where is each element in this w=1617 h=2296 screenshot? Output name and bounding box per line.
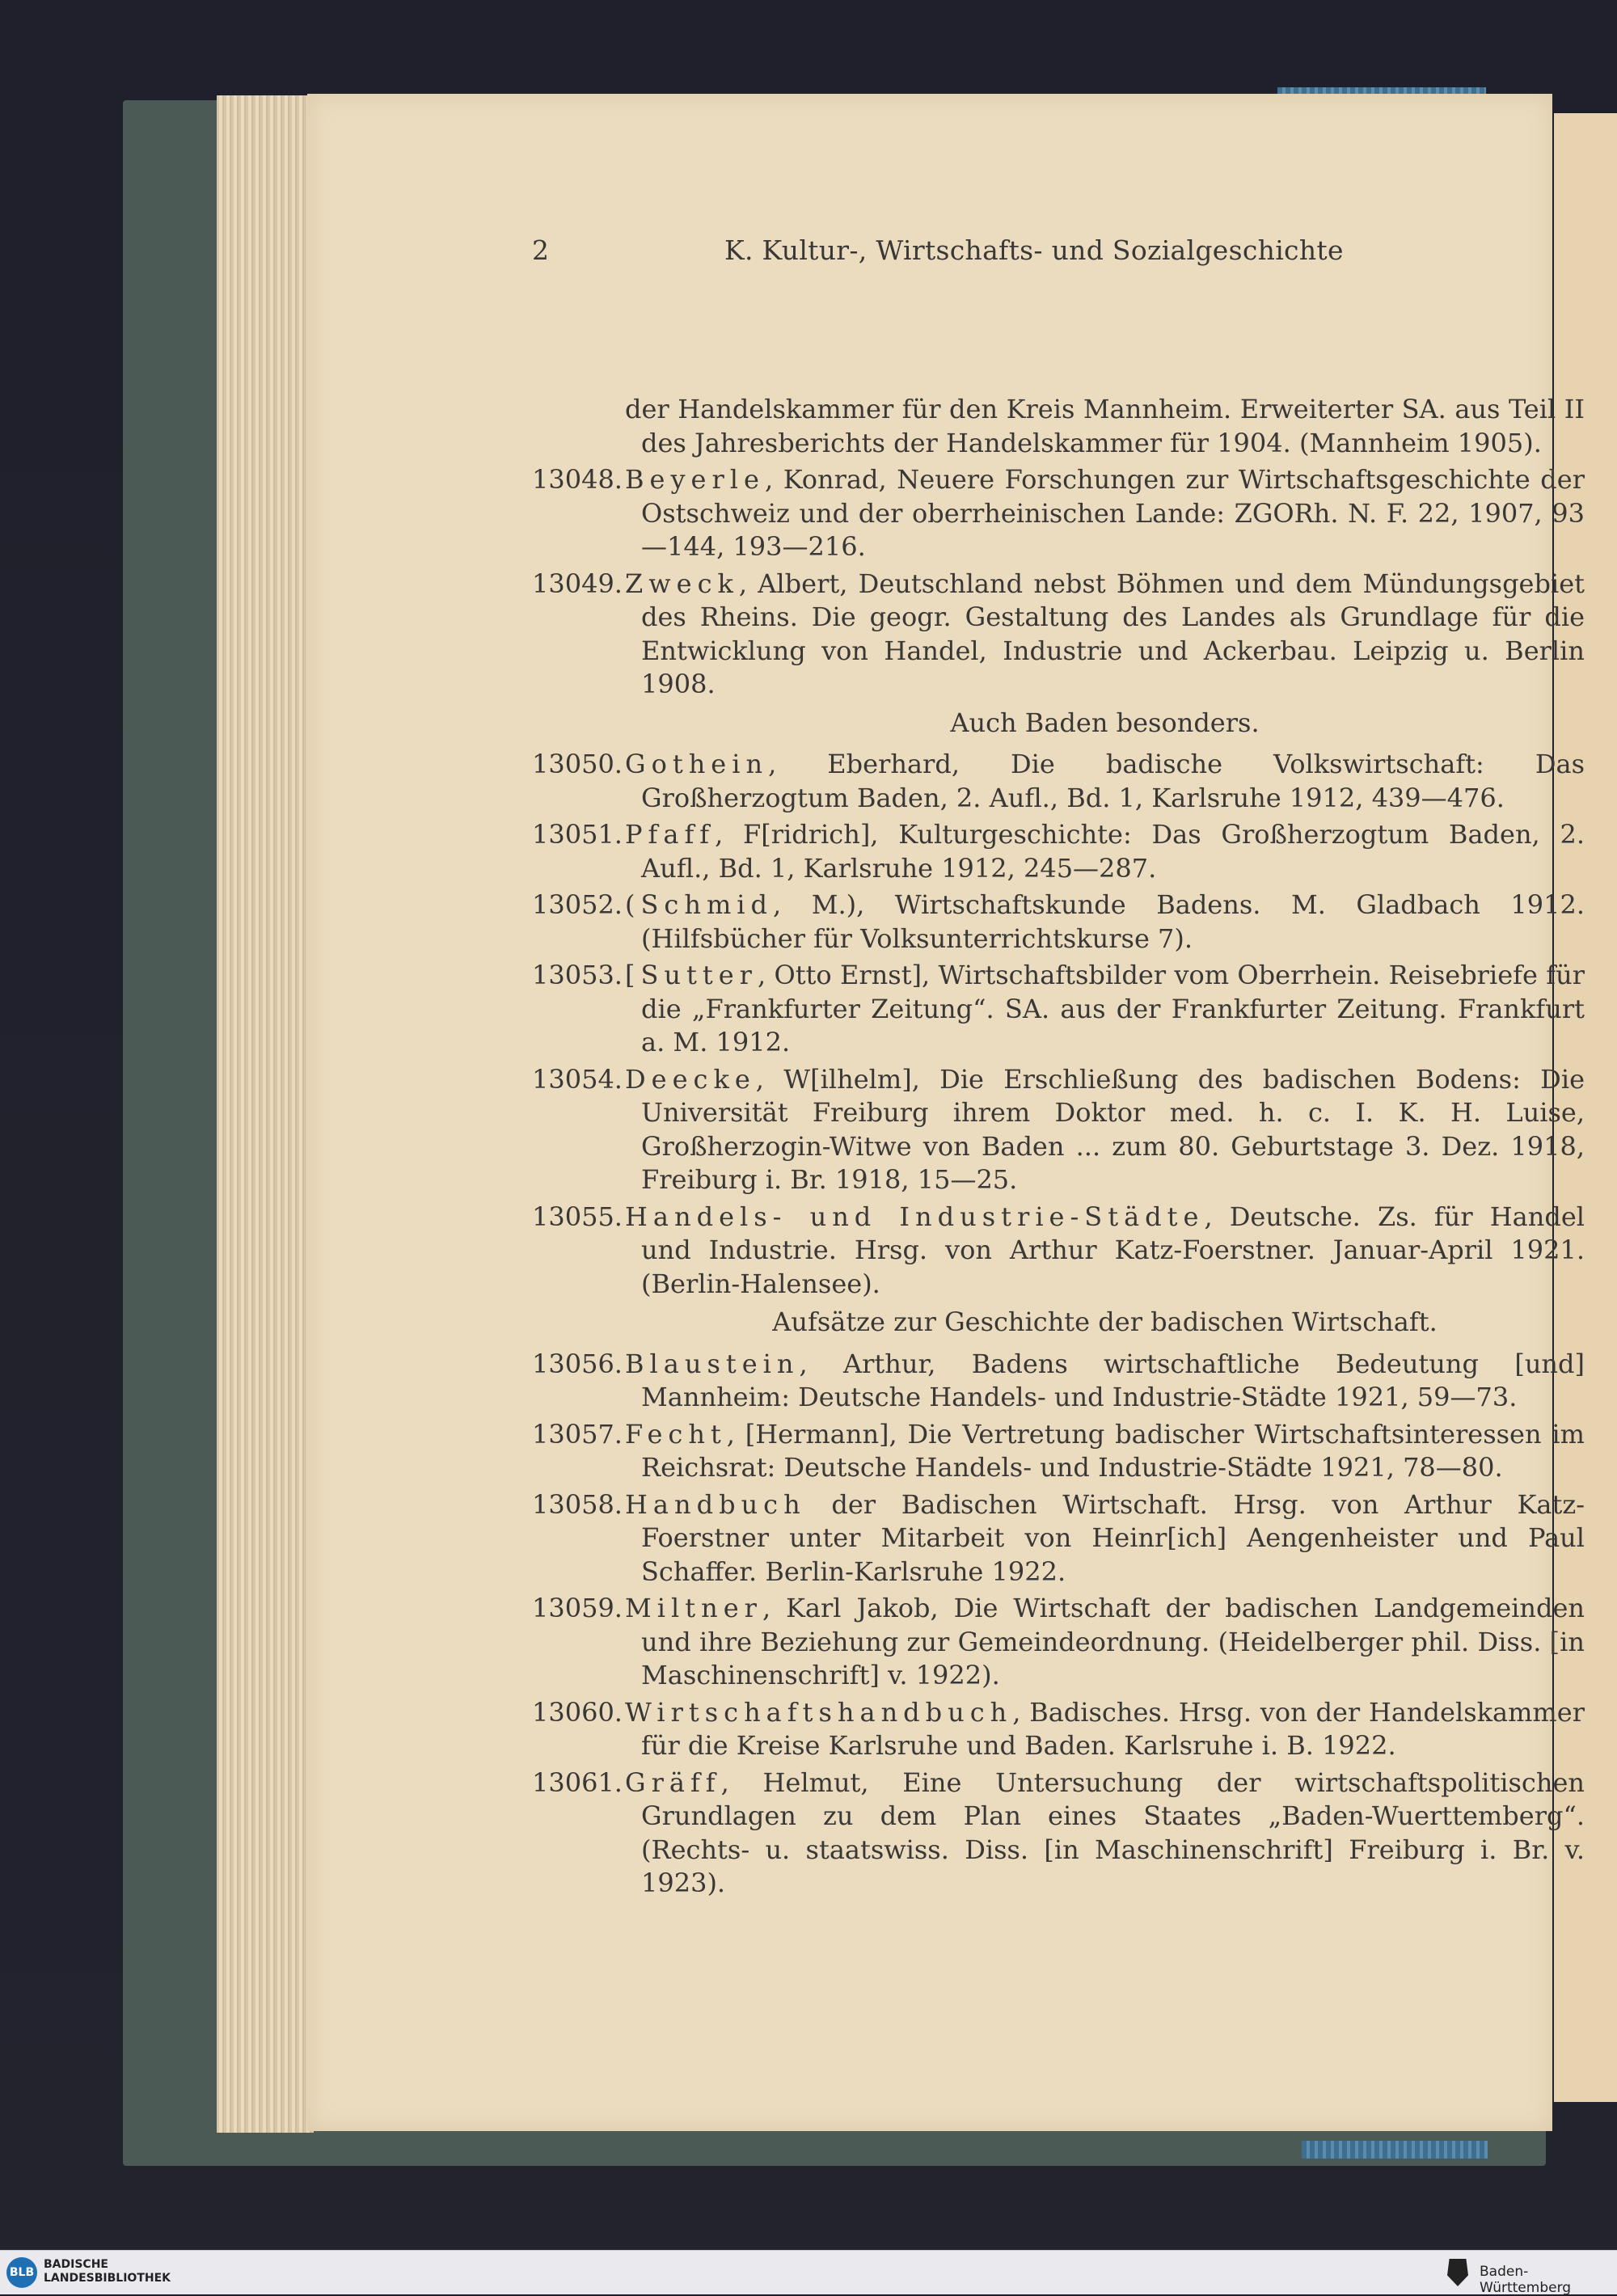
entry-number: 13059. bbox=[532, 1593, 623, 1623]
entry-number bbox=[532, 393, 625, 460]
bibliography-entry bbox=[532, 959, 1585, 1060]
blb-logo-icon[interactable]: BLB bbox=[6, 2257, 37, 2288]
entry-number: 13061. bbox=[532, 1766, 623, 1798]
entry-group-3 bbox=[532, 1348, 1585, 1901]
entry-text bbox=[625, 1592, 1585, 1693]
entry-author: Gothein bbox=[625, 749, 769, 779]
entry-citation: , Deutsche. Zs. für Handel und Industrie. Hrsg. von Arthur Katz-Foerstner. Januar-April 1921. (Berlin-Halensee). bbox=[641, 1201, 1585, 1299]
entry-author: Gräff bbox=[625, 1766, 721, 1798]
bw-crest-icon bbox=[1447, 2259, 1468, 2286]
entry-text bbox=[625, 959, 1585, 1060]
bibliography-entry bbox=[532, 1063, 1585, 1197]
state-name[interactable]: Baden-Württemberg bbox=[1480, 2264, 1572, 2296]
entry-number: 13050. bbox=[532, 749, 623, 779]
bibliography-entry bbox=[532, 818, 1585, 885]
entry-text bbox=[625, 1766, 1585, 1901]
entry-author: Fecht bbox=[625, 1418, 727, 1450]
entry-number: 13056. bbox=[532, 1348, 623, 1379]
entry-author: Miltner bbox=[625, 1593, 762, 1623]
entry-number: 13051. bbox=[532, 819, 623, 850]
entry-citation: , Helmut, Eine Untersuchung der wirtschaftspolitischen Grundlagen zu dem Plan eines Staates „Baden-Wuerttemberg“. (Rechts- u. staatswiss. Diss. [in Maschinenschrift] Freiburg i. Br. v. 1923). bbox=[641, 1766, 1585, 1898]
entry-number: 13060. bbox=[532, 1696, 623, 1728]
bibliography-entry bbox=[532, 1592, 1585, 1693]
entry-number: 13049. bbox=[532, 568, 623, 599]
entry-text bbox=[625, 393, 1585, 460]
entry-text bbox=[625, 463, 1585, 564]
entry-citation: , Eberhard, Die badische Volkswirtschaft: Das Großherzogtum Baden, 2. Aufl., Bd. 1, Karlsruhe 1912, 439—476. bbox=[641, 749, 1585, 813]
entry-author: (Schmid bbox=[625, 889, 773, 920]
entry-author: Handbuch bbox=[625, 1488, 806, 1520]
entry-citation: der Badischen Wirtschaft. Hrsg. von Arthur Katz-Foerstner unter Mitarbeit von Heinr[ich] Aengenheister und Paul Schaffer. Berlin-Karlsruhe 1922. bbox=[641, 1488, 1585, 1587]
bibliography-entry bbox=[532, 1348, 1585, 1415]
entry-text bbox=[625, 1696, 1585, 1763]
entry-text bbox=[625, 1488, 1585, 1589]
entry-citation: , Konrad, Neuere Forschungen zur Wirtschaftsgeschichte der Ostschweiz und der oberrheinischen Lande: ZGORh. N. F. 22, 1907, 93—144, 193—216. bbox=[641, 464, 1585, 562]
library-name-line2: LANDESBIBLIOTHEK bbox=[44, 2272, 171, 2285]
entry-citation: , F[ridrich], Kulturgeschichte: Das Großherzogtum Baden, 2. Aufl., Bd. 1, Karlsruhe 1912, 245—287. bbox=[641, 819, 1585, 884]
entry-number: 13054. bbox=[532, 1063, 623, 1095]
viewer-footer bbox=[0, 2250, 1617, 2294]
entry-citation: , Karl Jakob, Die Wirtschaft der badischen Landgemeinden und ihre Beziehung zur Gemeindeordnung. (Heidelberger phil. Diss. [in Maschinenschrift] v. 1922). bbox=[641, 1593, 1585, 1690]
entry-text bbox=[625, 818, 1585, 885]
entry-number: 13052. bbox=[532, 889, 623, 920]
entry-citation: , [Hermann], Die Vertretung badischer Wirtschaftsinteressen im Reichsrat: Deutsche Handels- und Industrie-Städte 1921, 78—80. bbox=[641, 1418, 1585, 1483]
entry-text bbox=[625, 888, 1585, 956]
entry-number: 13058. bbox=[532, 1488, 623, 1520]
entry-author: Zweck bbox=[625, 568, 739, 599]
bibliography-entry bbox=[532, 568, 1585, 702]
entry-citation: der Handelskammer für den Kreis Mannheim. Erweiterter SA. aus Teil II des Jahresberichts der Handelskammer für 1904. (Mannheim 1905). bbox=[625, 394, 1585, 458]
entry-author: Handels- und Industrie-Städte bbox=[625, 1201, 1205, 1232]
entry-author: Beyerle bbox=[625, 464, 765, 495]
entry-author: [Sutter bbox=[625, 960, 758, 990]
bibliography-entry bbox=[532, 1488, 1585, 1589]
entry-author: Blaustein bbox=[625, 1348, 800, 1379]
entry-author: Pfaff bbox=[625, 819, 716, 850]
entry-citation: , Albert, Deutschland nebst Böhmen und dem Mündungsgebiet des Rheins. Die geogr. Gestaltung des Landes als Grundlage für die Entwicklung von Handel, Industrie und Ackerbau. Leipzig u. Berlin 1908. bbox=[641, 568, 1585, 699]
entry-group-1 bbox=[532, 393, 1585, 702]
bibliography-entry bbox=[532, 1766, 1585, 1901]
entry-text bbox=[625, 1063, 1585, 1197]
bibliography-entry bbox=[532, 1201, 1585, 1302]
entry-text bbox=[625, 1348, 1585, 1415]
bibliography-entry bbox=[532, 463, 1585, 564]
entry-number: 13057. bbox=[532, 1418, 623, 1450]
entry-citation: , W[ilhelm], Die Erschließung des badischen Bodens: Die Universität Freiburg ihrem Doktor med. h. c. I. K. H. Luise, Großherzogin-Witwe von Baden ... zum 80. Geburtstage 3. Dez. 1918, Freiburg i. Br. 1918, 15—25. bbox=[641, 1063, 1585, 1195]
bibliography-entry bbox=[532, 1418, 1585, 1485]
book-page bbox=[307, 94, 1585, 2131]
bibliography-entry bbox=[532, 888, 1585, 956]
bibliography-entry bbox=[532, 393, 1585, 460]
entry-text bbox=[625, 1201, 1585, 1302]
subheading-aufsaetze: Aufsätze zur Geschichte der badischen Wirtschaft. bbox=[772, 1306, 1438, 1337]
binding-tape-bottom bbox=[1302, 2141, 1488, 2159]
entry-citation: , Badisches. Hrsg. von der Handelskammer für die Kreise Karlsruhe und Baden. Karlsruhe i. B. 1922. bbox=[641, 1696, 1585, 1761]
page-stack-edges bbox=[217, 95, 314, 2133]
page-content bbox=[307, 94, 1585, 2131]
subheading-baden: Auch Baden besonders. bbox=[950, 707, 1260, 738]
entry-text bbox=[625, 568, 1585, 702]
entry-group-2 bbox=[532, 748, 1585, 1301]
bibliography-list bbox=[532, 393, 1585, 1904]
entry-number: 13055. bbox=[532, 1201, 623, 1232]
entry-number: 13048. bbox=[532, 464, 623, 495]
entry-citation: , M.), Wirtschaftskunde Badens. M. Gladbach 1912. (Hilfsbücher für Volksunterrichtskurse 7). bbox=[641, 889, 1585, 954]
entry-text bbox=[625, 1418, 1585, 1485]
entry-text bbox=[625, 748, 1585, 815]
library-name-line1: BADISCHE bbox=[44, 2258, 108, 2271]
entry-number: 13053. bbox=[532, 960, 623, 990]
entry-citation: , Arthur, Badens wirtschaftliche Bedeutung [und] Mannheim: Deutsche Handels- und Industrie-Städte 1921, 59—73. bbox=[641, 1348, 1585, 1412]
entry-citation: , Otto Ernst], Wirtschaftsbilder vom Oberrhein. Reisebriefe für die „Frankfurter Zeitung“. SA. aus der Frankfurter Zeitung. Frankfurt a. M. 1912. bbox=[641, 960, 1585, 1057]
library-name bbox=[44, 2258, 171, 2285]
entry-author: Deecke bbox=[625, 1063, 756, 1095]
bibliography-entry bbox=[532, 748, 1585, 815]
bibliography-entry bbox=[532, 1696, 1585, 1763]
section-title: K. Kultur-, Wirtschafts- und Sozialgeschichte bbox=[724, 234, 1344, 266]
page-number: 2 bbox=[532, 234, 550, 266]
entry-author: Wirtschaftshandbuch bbox=[625, 1696, 1013, 1728]
